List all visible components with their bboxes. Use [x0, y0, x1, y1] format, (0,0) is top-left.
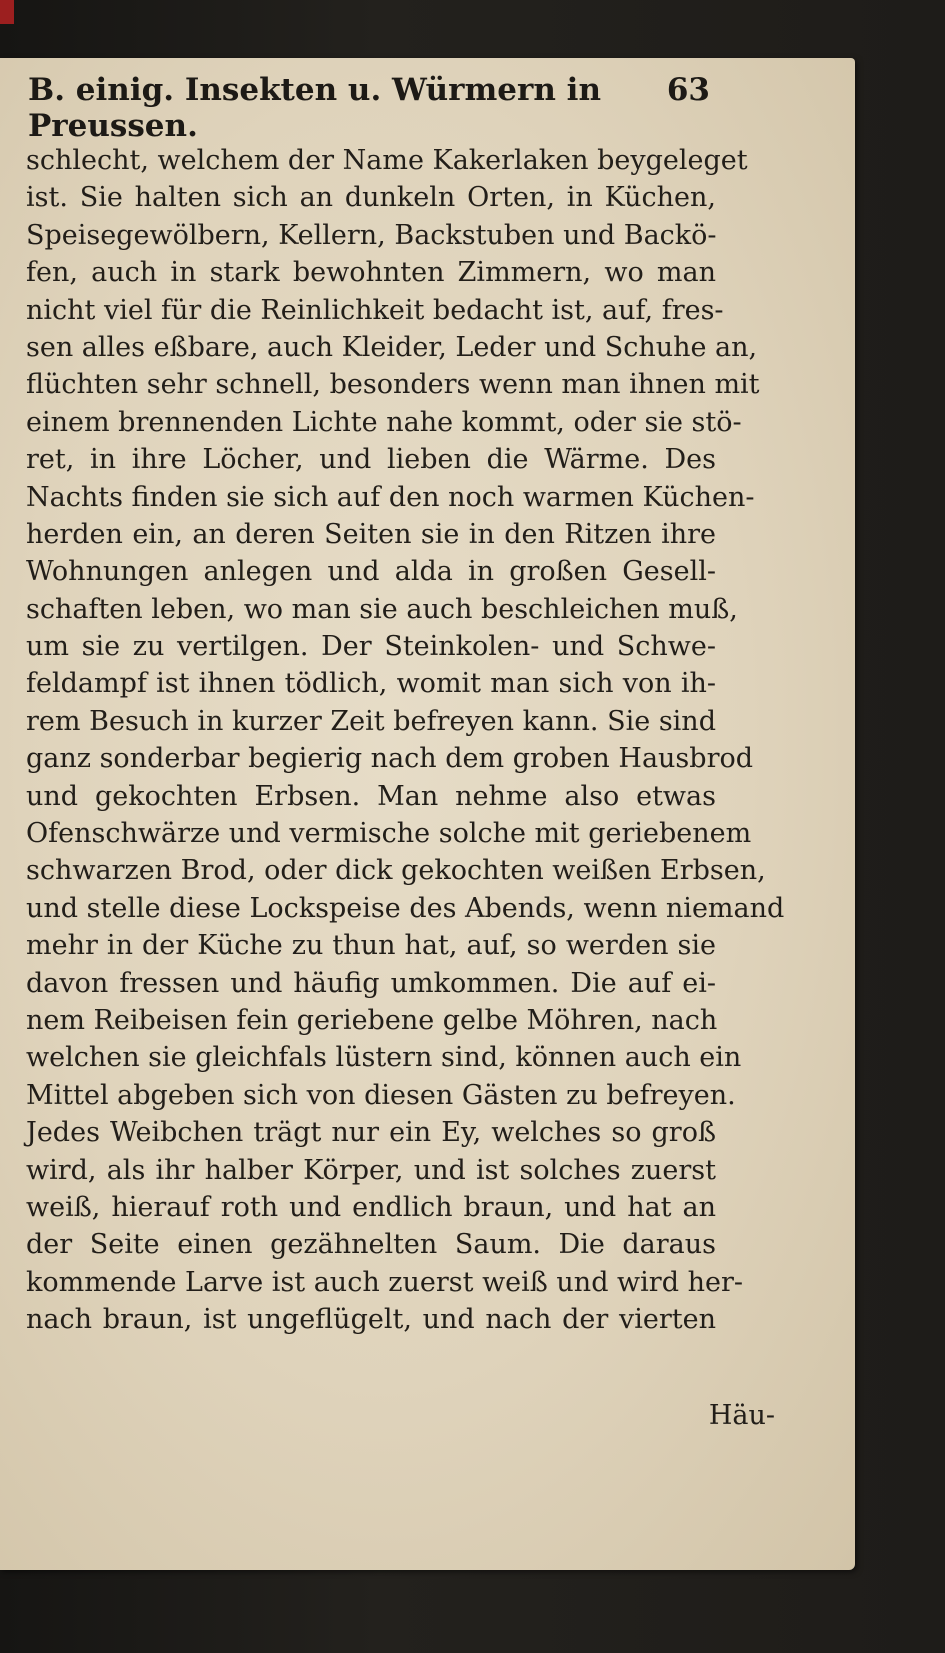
text-line: rem Besuch in kurzer Zeit befreyen kann. Sie sind	[26, 705, 716, 737]
text-line: nicht viel für die Reinlichkeit bedacht ist, auf, fres-	[26, 294, 724, 326]
body-text	[26, 142, 785, 1339]
page-number: 63	[666, 72, 710, 108]
text-line: und gekochten Erbsen. Man nehme also etwas	[26, 780, 716, 812]
text-line: ist. Sie halten sich an dunkeln Orten, in Küchen,	[26, 182, 716, 214]
text-line: mehr in der Küche zu thun hat, auf, so werden sie	[26, 930, 716, 962]
running-title: B. einig. Insekten u. Würmern in Preussen.	[28, 72, 601, 144]
text-line: nem Reibeisen fein geriebene gelbe Möhren, nach	[26, 1004, 718, 1036]
text-line: Speisegewölbern, Kellern, Backstuben und Backö-	[26, 219, 717, 251]
text-line: welchen sie gleichfals lüstern sind, können auch ein	[26, 1042, 742, 1074]
text-line: schaften leben, wo man sie auch beschleichen muß,	[26, 593, 738, 625]
text-line: schlecht, welchem der Name Kakerlaken beygeleget	[26, 145, 748, 176]
page-header	[28, 72, 710, 144]
text-line: Jedes Weibchen trägt nur ein Ey, welches so groß	[26, 1117, 716, 1149]
text-line: sen alles eßbare, auch Kleider, Leder und Schuhe an,	[26, 331, 758, 363]
text-line: herden ein, an deren Seiten sie in den Ritzen ihre	[26, 518, 716, 550]
text-line: Mittel abgeben sich von diesen Gästen zu befreyen.	[26, 1079, 736, 1111]
text-line: wird, als ihr halber Körper, und ist solches zuerst	[26, 1154, 716, 1186]
text-line: einem brennenden Lichte nahe kommt, oder sie stö-	[26, 406, 742, 438]
text-line: der Seite einen gezähnelten Saum. Die daraus	[26, 1229, 716, 1261]
text-line: weiß, hierauf roth und endlich braun, und hat an	[26, 1191, 716, 1223]
text-line: und stelle diese Lockspeise des Abends, wenn niemand	[26, 892, 785, 924]
catchword: Häu-	[708, 1400, 775, 1431]
text-line: flüchten sehr schnell, besonders wenn man ihnen mit	[26, 369, 760, 401]
text-line: fen, auch in stark bewohnten Zimmern, wo man	[26, 257, 716, 289]
red-bookmark-tab	[0, 0, 14, 24]
text-line: feldampf ist ihnen tödlich, womit man sich von ih-	[26, 668, 716, 700]
text-line: Nachts finden sie sich auf den noch warmen Küchen-	[26, 481, 755, 513]
text-line: ret, in ihre Löcher, und lieben die Wärme. Des	[26, 444, 716, 476]
text-line: nach braun, ist ungeflügelt, und nach der vierten	[26, 1304, 716, 1336]
text-line: um sie zu vertilgen. Der Steinkolen- und Schwe-	[26, 631, 716, 663]
text-line: davon fressen und häufig umkommen. Die auf ei-	[26, 967, 716, 999]
text-line: kommende Larve ist auch zuerst weiß und wird her-	[26, 1266, 743, 1298]
text-line: ganz sonderbar begierig nach dem groben Hausbrod	[26, 743, 754, 775]
text-line: Ofenschwärze und vermische solche mit geriebenem	[26, 818, 752, 850]
text-line: schwarzen Brod, oder dick gekochten weißen Erbsen,	[26, 855, 766, 887]
text-line: Wohnungen anlegen und alda in großen Gesell-	[26, 556, 716, 588]
